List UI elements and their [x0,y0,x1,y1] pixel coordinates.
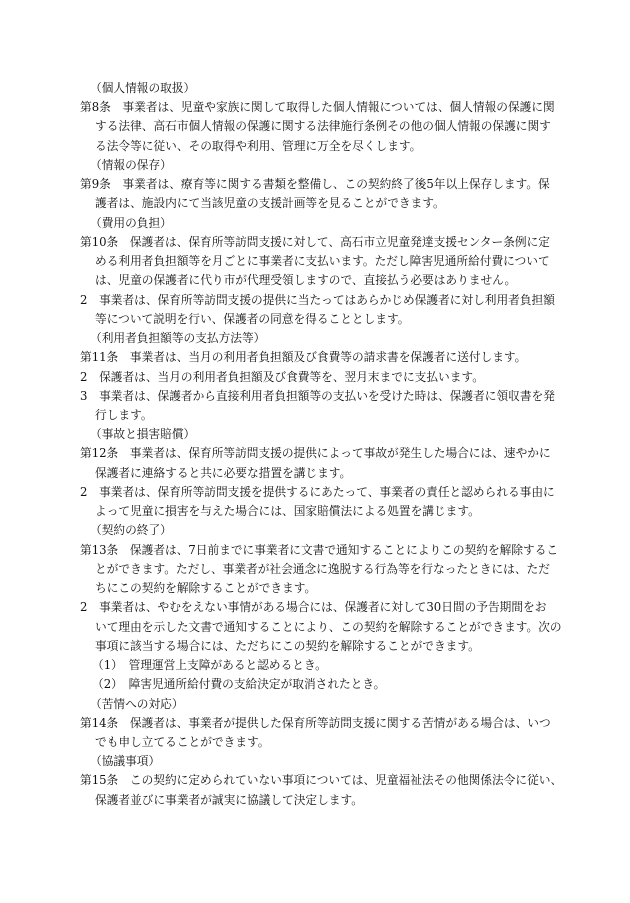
paragraph-line: 3 事業者は、保護者から直接利用者負担額等の支払いを受けた時は、保護者に領収書を発 [80,388,555,403]
article-personal-information [0,79,630,156]
article-line: する法律、高石市個人情報の保護に関する法律施行条例その他の個人情報の保護に関す [95,119,551,134]
list-item: （2） 障害児通所給付費の支給決定が取消されたとき。 [92,677,386,692]
article-record-retention [0,156,630,214]
section-heading: （契約の終了） [90,523,172,538]
article-line: ちにこの契約を解除することができます。 [95,581,317,596]
article-line: でも申し立てることができます。 [95,734,270,749]
article-complaints [0,695,630,753]
article-line: とができます。ただし、事業者が社会通念に逸脱する行為等を行なったときには、ただ [95,561,550,576]
section-heading: （情報の保存） [90,157,172,172]
article-line: 第12条 事業者は、保育所等訪問支援の提供によって事故が発生した場合には、速やかに [80,446,551,461]
article-line: 保護者並びに事業者が誠実に協議して決定します。 [95,792,363,807]
article-accidents-damages [0,425,630,521]
article-contract-termination [0,521,630,694]
article-line: る法令等に従い、その取得や利用、管理に万全を尽くします。 [95,138,422,153]
article-line: める利用者負担額等を月ごとに事業者に支払います。ただし障害児通所給付費について [95,254,550,269]
paragraph-line: 2 事業者は、保育所等訪問支援を提供するにあたって、事業者の責任と認められる事由に [80,484,555,499]
paragraph-line: 2 事業者は、やむをえない事情がある場合には、保護者に対して30日間の予告期間をお [80,600,547,615]
paragraph-line: いて理由を示した文書で通知することにより、この契約を解除することができます。次の [95,619,562,634]
article-line: は、児童の保護者に代り市が代理受領しますので、直接払う必要はありません。 [95,273,517,288]
article-line: 護者は、施設内にて当該児童の支援計画等を見ることができます。 [95,196,445,211]
article-line: 第11条 事業者は、当月の利用者負担額及び食費等の請求書を保護者に送付します。 [80,350,527,365]
paragraph-line: よって児童に損害を与えた場合には、国家賠償法による処置を講じます。 [95,504,480,519]
article-line: 第14条 保護者は、事業者が提供した保育所等訪問支援に関する苦情がある場合は、いつ [80,715,551,730]
paragraph-line: 2 保護者は、当月の利用者負担額及び食費等を、翌月末までに支払います。 [80,369,484,384]
article-line: 第8条 事業者は、児童や家族に関して取得した個人情報については、個人情報の保護に関 [80,100,555,115]
paragraph-line: 行します。 [95,407,153,422]
section-heading: （利用者負担額等の支払方法等） [90,331,266,346]
section-heading: （費用の負担） [90,215,172,230]
article-consultation [0,752,630,810]
section-heading: （事故と損害賠償） [90,427,196,442]
list-item: （1） 管理運営上支障があると認めるとき。 [92,658,327,673]
section-heading: （苦情への対応） [90,696,184,711]
article-line: 保護者に連絡すると共に必要な措置を講じます。 [95,465,352,480]
article-line: 第10条 保護者は、保育所等訪問支援に対して、高石市立児童発達支援センター条例に定 [80,234,550,249]
article-line: 第13条 保護者は、7日前までに事業者に文書で通知することによりこの契約を解除するこ [80,542,559,557]
section-heading: （個人情報の取扱） [90,81,196,95]
paragraph-line: 事項に該当する場合には、ただちにこの契約を解除することができます。 [95,638,480,653]
article-cost-burden [0,214,630,329]
paragraph-line: 2 事業者は、保育所等訪問支援の提供に当たってはあらかじめ保護者に対し利用者負担額 [80,292,555,307]
article-payment-method [0,329,630,425]
paragraph-line: 等について説明を行い、保護者の同意を得ることとします。 [95,311,410,326]
article-line: 第15条 この契約に定められていない事項については、児童福祉法その他関係法令に従い、 [80,773,563,788]
article-line: 第9条 事業者は、療育等に関する書類を整備し、この契約終了後5年以上保存します。保 [80,177,550,192]
section-heading: （協議事項） [90,754,161,769]
